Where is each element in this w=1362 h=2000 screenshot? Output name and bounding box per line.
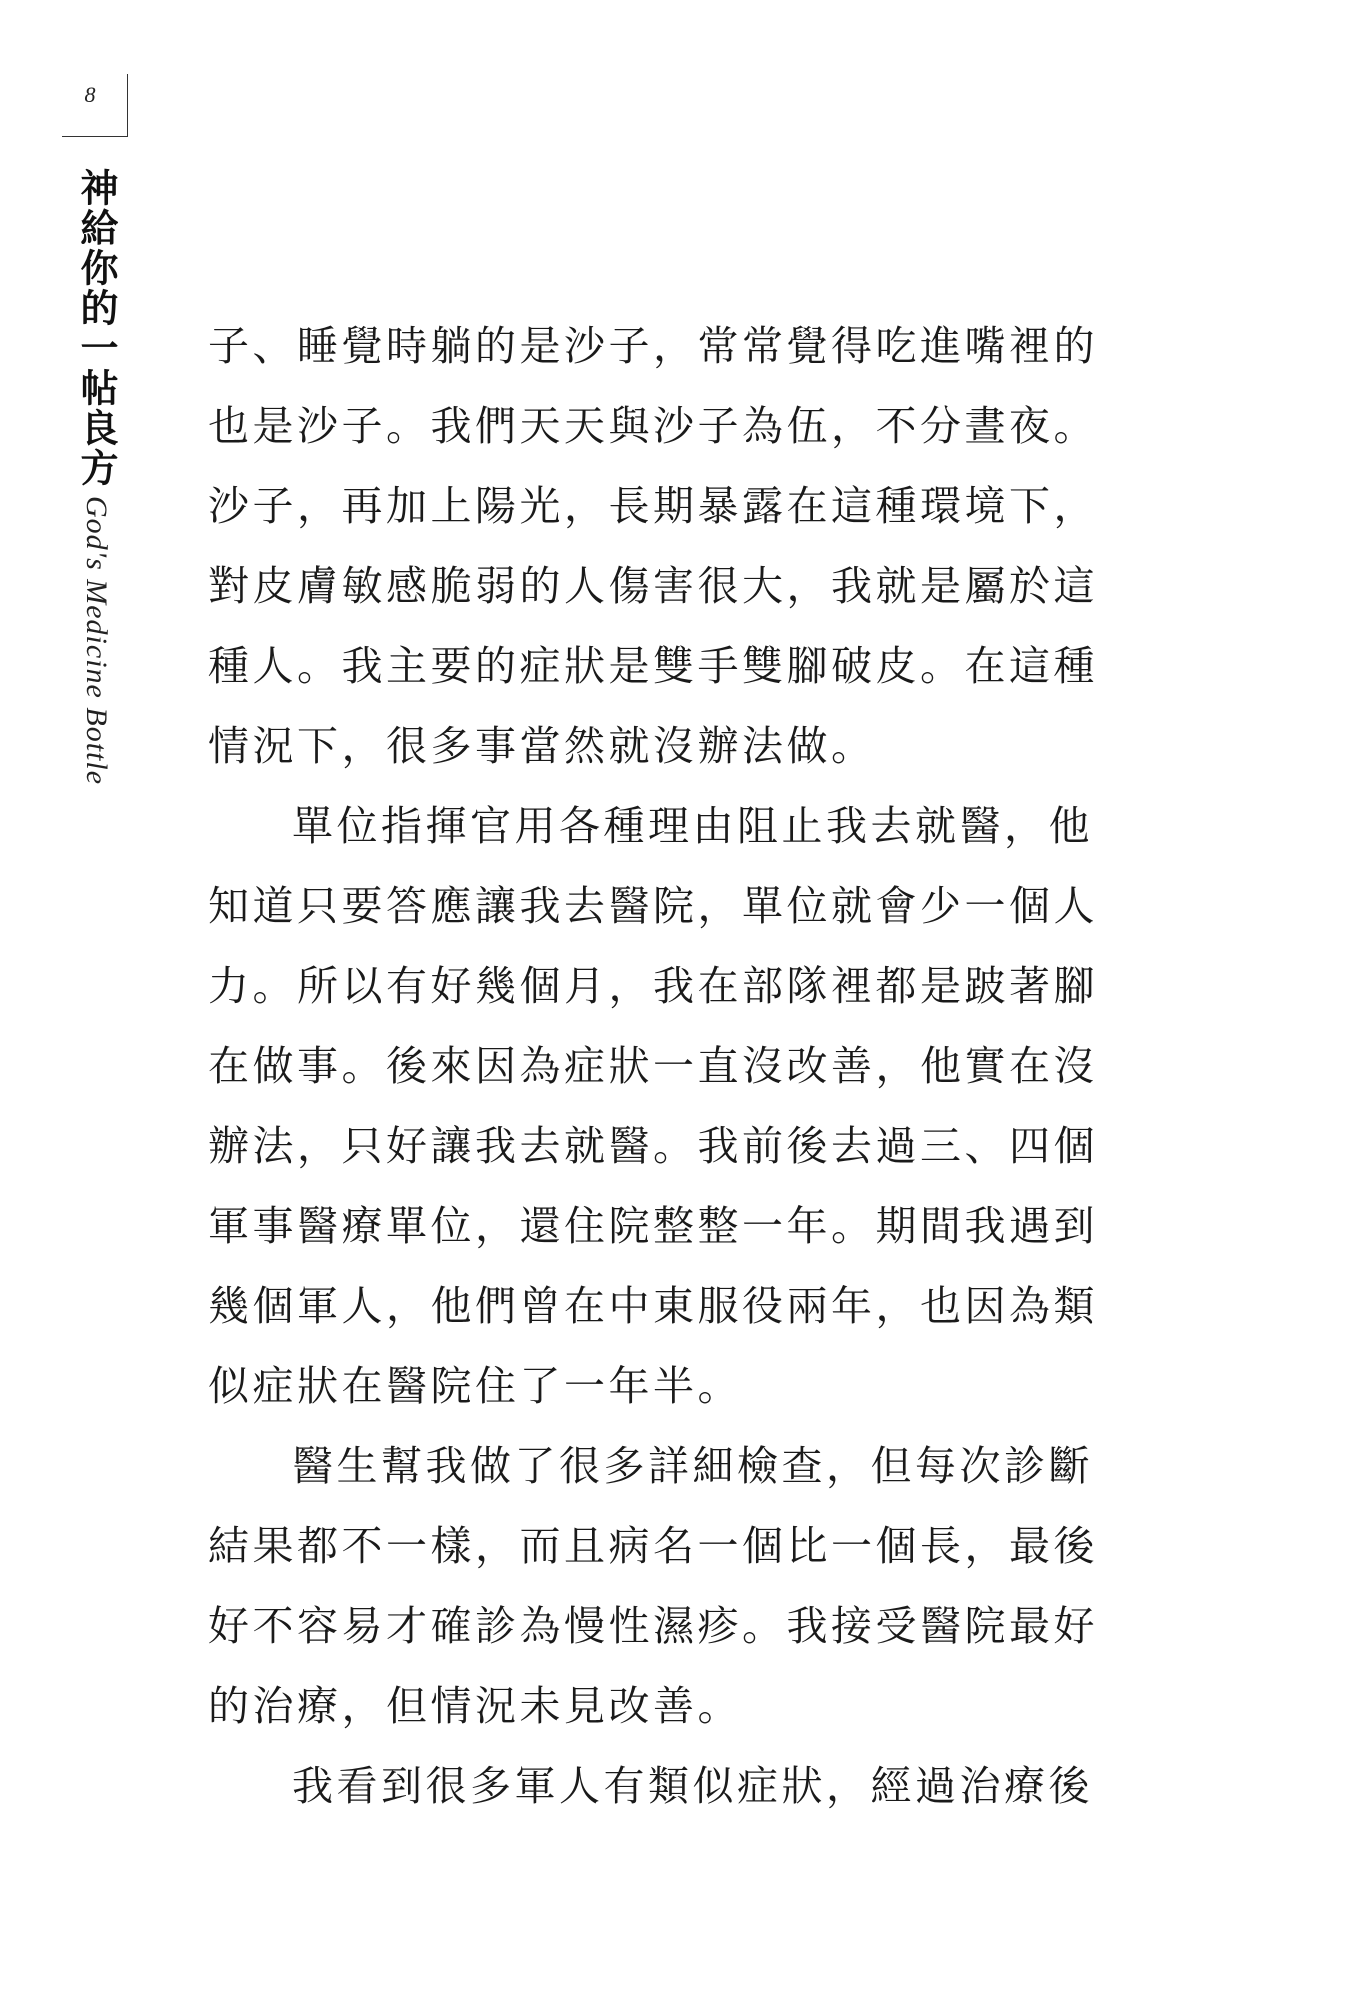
paragraph-start-line: 我看到很多軍人有類似症狀，經過治療後: [292, 1762, 1093, 1810]
text-line: 軍事醫療單位，還住院整整一年。期間我遇到: [208, 1202, 1098, 1250]
paragraph-start-line: 單位指揮官用各種理由阻止我去就醫，他: [292, 802, 1093, 850]
page-corner-rule-vertical: [127, 74, 128, 137]
paragraph-start-line: 醫生幫我做了很多詳細檢查，但每次診斷: [292, 1442, 1093, 1490]
text-line: 子、睡覺時躺的是沙子，常常覺得吃進嘴裡的: [208, 322, 1098, 370]
text-line: 沙子，再加上陽光，長期暴露在這種環境下，: [208, 482, 1098, 530]
text-line: 辦法，只好讓我去就醫。我前後去過三、四個: [208, 1122, 1098, 1170]
text-line: 的治療，但情況未見改善。: [208, 1682, 742, 1730]
text-line: 力。所以有好幾個月，我在部隊裡都是跛著腳: [208, 962, 1098, 1010]
text-line: 結果都不一樣，而且病名一個比一個長，最後: [208, 1522, 1098, 1570]
text-line: 也是沙子。我們天天與沙子為伍，不分晝夜。: [208, 402, 1098, 450]
text-line: 種人。我主要的症狀是雙手雙腳破皮。在這種: [208, 642, 1098, 690]
running-title-english: God's Medicine Bottle: [80, 496, 113, 786]
page-corner-rule-horizontal: [62, 136, 128, 137]
text-line: 對皮膚敏感脆弱的人傷害很大，我就是屬於這: [208, 562, 1098, 610]
text-line: 幾個軍人，他們曾在中東服役兩年，也因為類: [208, 1282, 1098, 1330]
body-text: [208, 306, 1128, 1826]
text-line: 知道只要答應讓我去醫院，單位就會少一個人: [208, 882, 1098, 930]
text-line: 好不容易才確診為慢性濕疹。我接受醫院最好: [208, 1602, 1098, 1650]
running-title-chinese: 神給你的一帖良方: [74, 168, 118, 488]
text-line: 似症狀在醫院住了一年半。: [208, 1362, 742, 1410]
text-line: 情況下，很多事當然就沒辦法做。: [208, 722, 876, 770]
page-number: 8: [84, 82, 96, 107]
text-line: 在做事。後來因為症狀一直沒改善，他實在沒: [208, 1042, 1098, 1090]
